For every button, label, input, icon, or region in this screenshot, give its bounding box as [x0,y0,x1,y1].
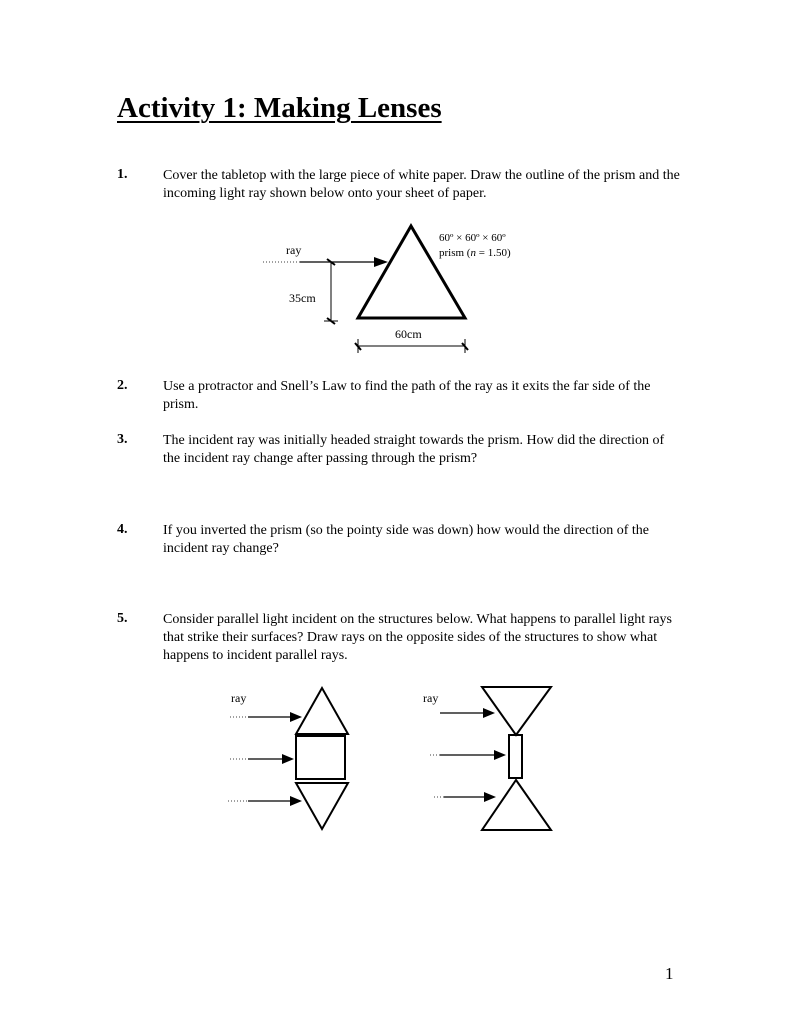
question-5-number: 5. [117,611,128,626]
question-4-number: 4. [117,522,128,537]
ray-label: ray [286,243,302,257]
question-3-number: 3. [117,432,128,447]
question-4-text: If you inverted the prism (so the pointy side was down) how would the direction of the incident ray change? [163,523,650,556]
height-label: 35cm [289,291,316,305]
question-2-text: Use a protractor and Snell’s Law to find the path of the ray as it exits the far side of the prism. [163,379,651,412]
question-1-number: 1. [117,167,128,182]
question-2-number: 2. [117,378,128,393]
question-5-text: Consider parallel light incident on the structures below. What happens to parallel light rays that strike their surfaces? Draw rays on the opposite sides of the structures to show what happens to incident parallel rays. [163,612,672,663]
left-lower-triangle [296,783,348,829]
right-lower-triangle [482,780,551,830]
page-number: 1 [665,964,674,983]
prism-index-label: prism (n = 1.50) [439,247,511,259]
width-label: 60cm [395,327,422,341]
left-center-block [296,736,345,779]
diverging-structure [423,687,551,830]
converging-structure [228,688,348,829]
prism-angle-label: 60º × 60º × 60º [439,232,506,244]
left-upper-triangle [296,688,348,734]
left-ray-label: ray [231,691,247,705]
question-1-text: Cover the tabletop with the large piece of white paper. Draw the outline of the prism and the incoming light ray shown below onto your sheet of paper. [163,168,680,201]
right-center-block [509,735,522,778]
right-upper-triangle [482,687,551,735]
question-3-text: The incident ray was initially headed straight towards the prism. How did the direction of the incident ray change after passing through the prism? [163,433,665,466]
page-title: Activity 1: Making Lenses [117,92,442,124]
right-ray-label: ray [423,691,439,705]
